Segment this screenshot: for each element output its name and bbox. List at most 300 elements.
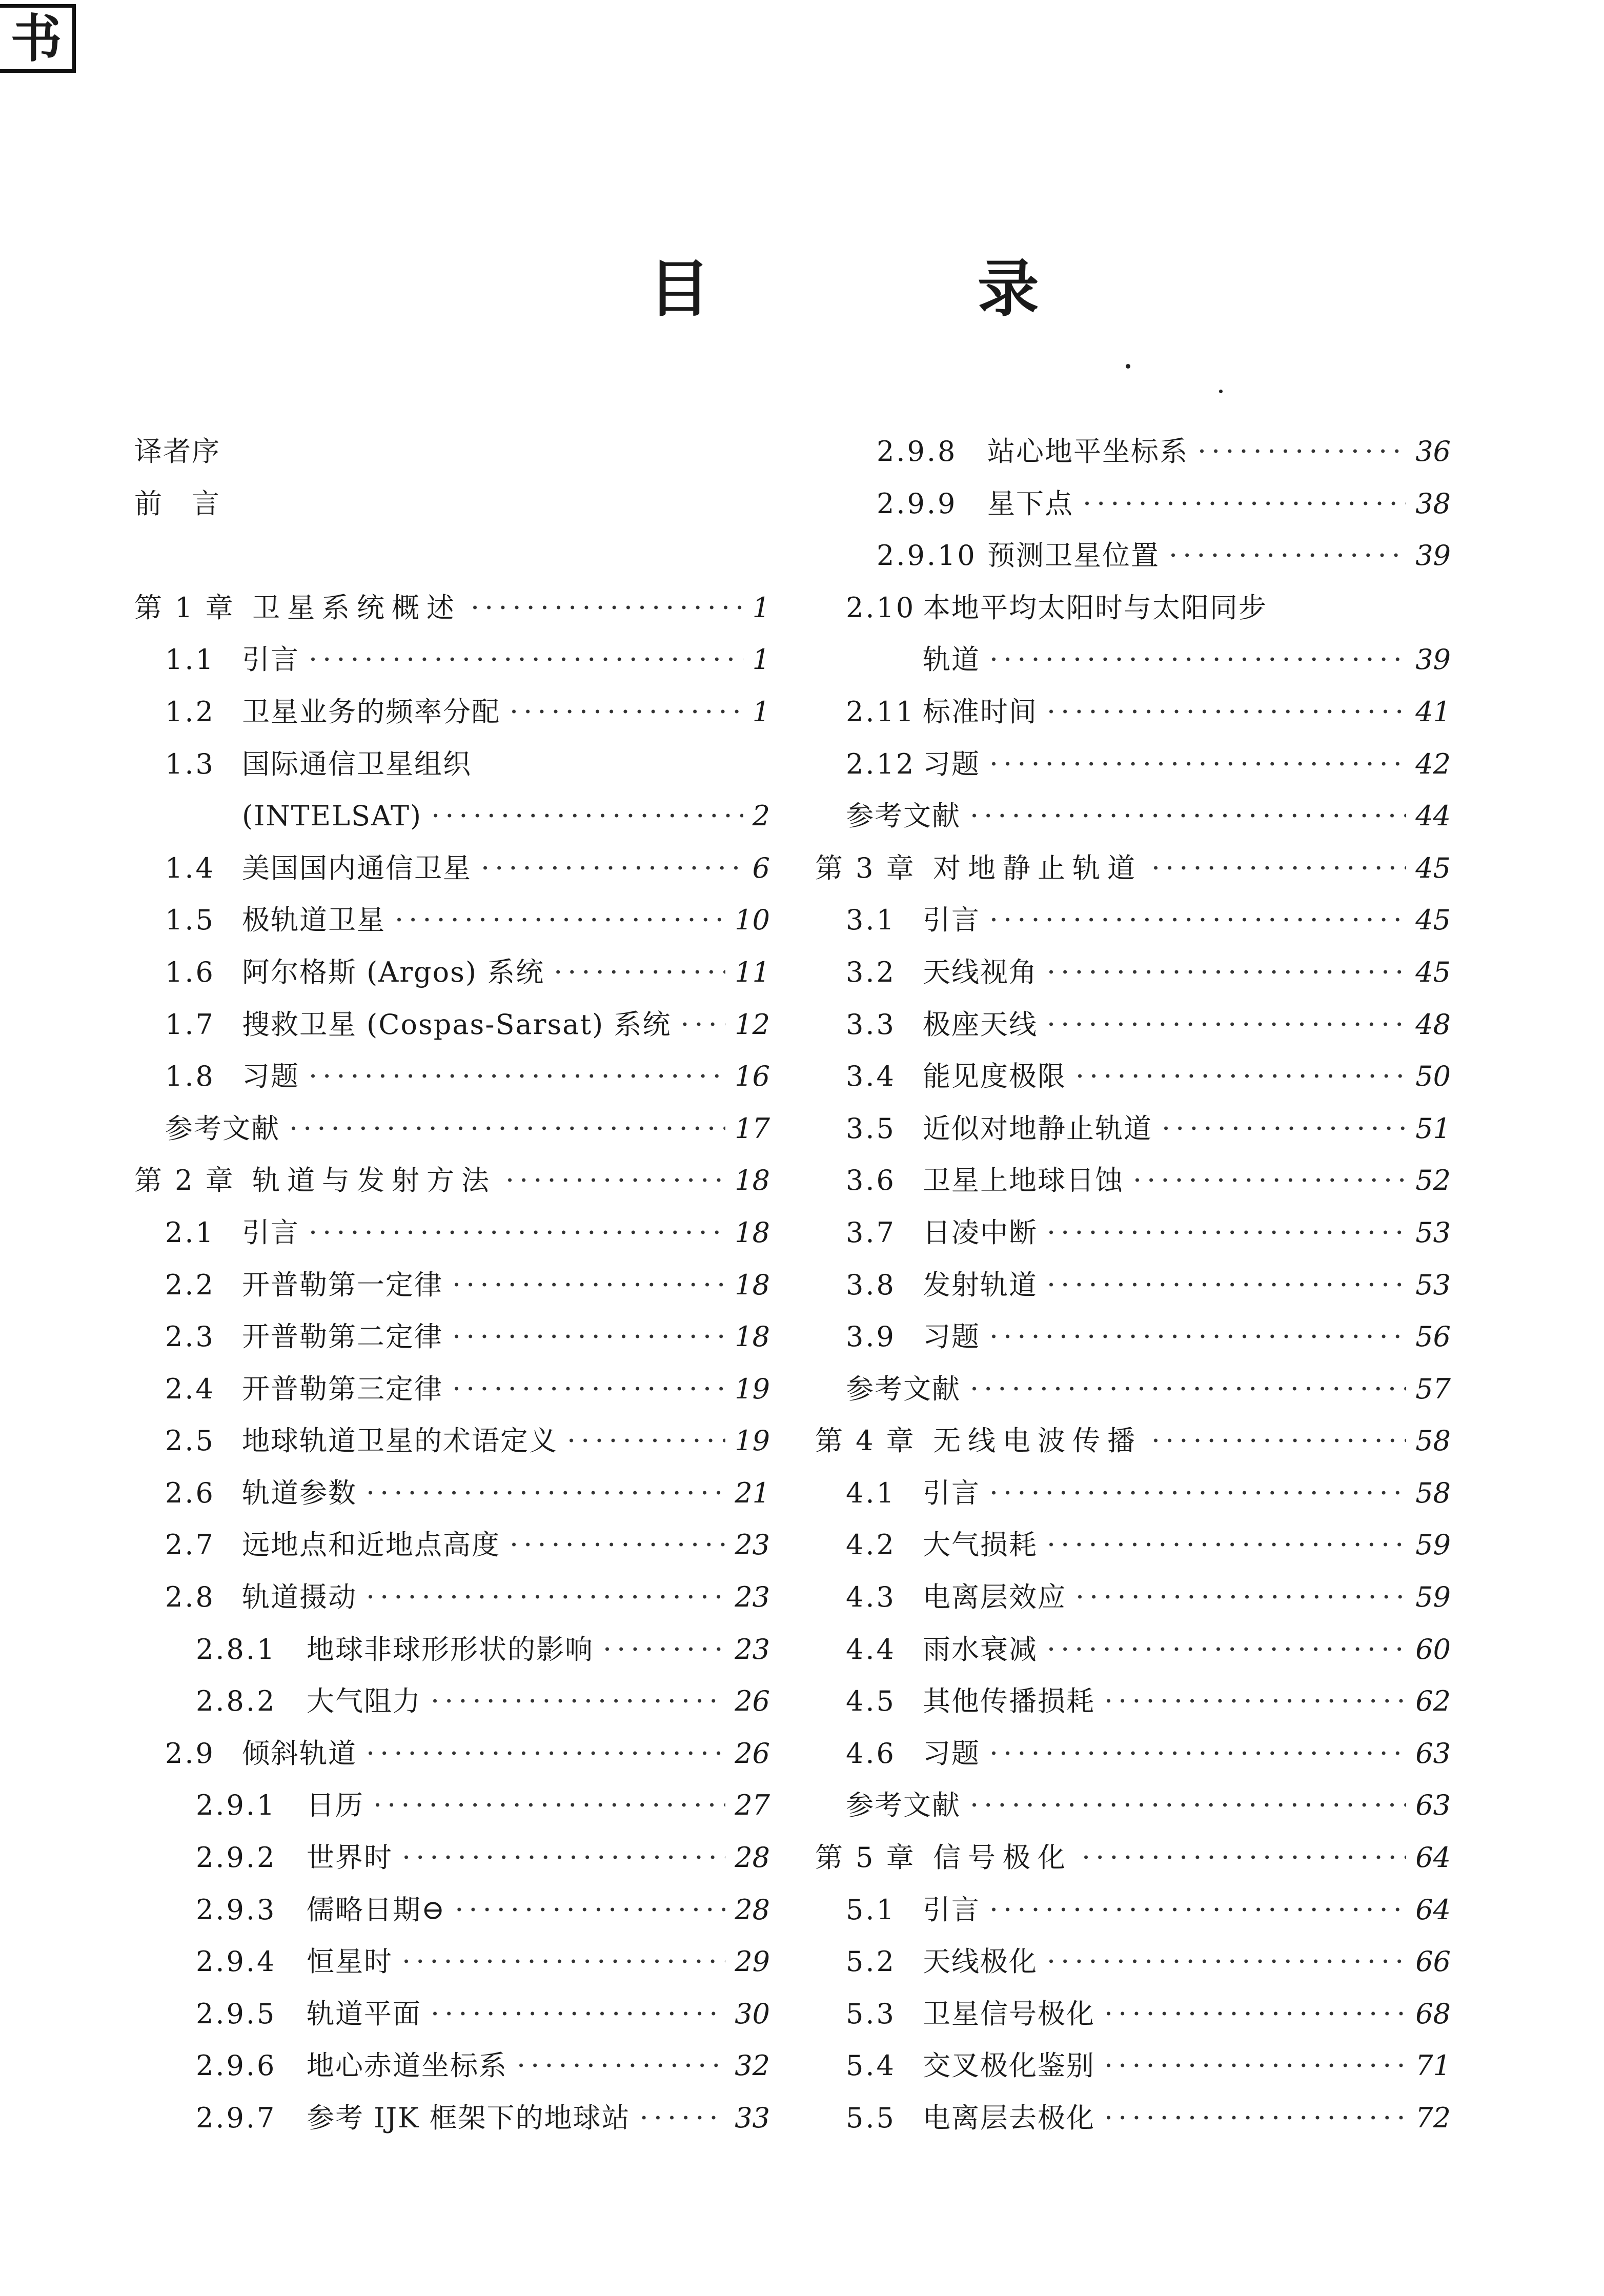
page-number: 48 [1415,1008,1451,1041]
library-stamp-glyph: 书 [10,8,62,69]
section-title: 交叉极化鉴别 [923,2049,1095,2082]
section-title: 日历 [307,1789,364,1822]
dot-leader [452,1363,725,1415]
section-number: 1.6 [165,956,215,988]
dot-leader [680,999,725,1051]
toc-entry [134,1623,770,1676]
section-number: 5.1 [846,1893,896,1926]
toc-entry [815,1259,1451,1311]
section-title: 本地平均太阳时与太阳同步 [923,591,1267,624]
page-number: 23 [735,1529,770,1561]
section-title: 站心地平坐标系 [987,435,1188,468]
section-number: 2.4 [165,1372,215,1405]
page-number: 23 [735,1633,770,1665]
toc-entry [134,999,770,1051]
toc-entry [134,790,770,842]
page-number: 59 [1415,1529,1451,1561]
section-number: 3.9 [846,1320,896,1353]
page-number: 58 [1415,1425,1451,1457]
toc-entry-line [242,1207,770,1259]
dot-leader [989,1884,1406,1936]
chapter-number: 第 5 章 [815,1841,916,1874]
chapter-number: 第 1 章 [134,591,235,624]
dot-leader [1197,425,1406,478]
toc-entry [815,1363,1451,1415]
toc-entry [815,738,1451,790]
page-number: 63 [1415,1789,1451,1822]
page-number: 62 [1415,1685,1451,1718]
page-number: 68 [1415,1997,1451,2030]
toc-entry [134,946,770,999]
section-number: 1.3 [165,747,215,780]
section-number: 2.9.9 [877,487,958,520]
section-title: 轨道 [923,643,980,676]
toc-entry [134,1936,770,1988]
dot-leader [289,1103,725,1155]
page-number: 18 [735,1320,770,1353]
dot-leader [1083,478,1406,530]
section-number: 2.6 [165,1476,215,1509]
dot-leader [1075,1050,1406,1103]
page-number: 19 [735,1372,770,1405]
toc-entry [815,1728,1451,1780]
toc-entry-line [923,1519,1451,1571]
dot-leader [1047,1936,1406,1988]
dot-leader [1075,1571,1406,1623]
page-number: 29 [735,1945,770,1978]
toc-entry [815,1988,1451,2040]
toc-entry-line [923,1259,1451,1311]
toc-entry-line [242,790,770,842]
section-title: 星下点 [987,487,1073,520]
section-title: 开普勒第二定律 [242,1320,443,1353]
toc-entry-line [242,1571,770,1623]
section-title: 发射轨道 [923,1268,1038,1301]
section-number: 2.5 [165,1425,215,1457]
toc-entry [815,1936,1451,1988]
section-number: 5.2 [846,1945,896,1978]
section-number: 2.9.10 [877,539,977,572]
section-number: 2.7 [165,1529,215,1561]
section-number: 2.3 [165,1320,215,1353]
toc-entry [815,1207,1451,1259]
chapter-title: 无线电波传播 [933,1425,1142,1457]
section-title: 国际通信卫星组织 [242,747,472,780]
toc-entry-line [923,1884,1451,1936]
section-title: 近似对地静止轨道 [923,1112,1152,1145]
section-number: 5.5 [846,2102,896,2134]
page-number: 60 [1415,1633,1451,1665]
toc-entry [134,1884,770,1936]
page-number: 41 [1415,695,1451,728]
toc-entry [134,1728,770,1780]
toc-entry [134,2092,770,2144]
toc-entry-line [923,1936,1451,1988]
toc-entry-line [923,2040,1451,2092]
dot-leader [1169,530,1406,582]
page-number: 45 [1415,956,1451,988]
dot-leader [366,1728,725,1780]
section-title: 参考 IJK 框架下的地球站 [307,2102,631,2134]
dot-leader [1104,1675,1406,1728]
section-title: 参考文献 [846,1372,961,1405]
section-number: 2.9.4 [196,1945,277,1978]
section-number: 4.5 [846,1685,896,1718]
section-number: 4.1 [846,1476,896,1509]
page-number: 45 [1415,851,1451,884]
section-title: 轨道平面 [307,1997,421,2030]
toc-entry [815,686,1451,738]
toc-entry [134,1467,770,1519]
toc-entry-line [242,1363,770,1415]
dot-leader [1047,1207,1406,1259]
section-title: 地球轨道卫星的术语定义 [242,1425,558,1457]
page-number: 52 [1415,1164,1451,1197]
page-number: 50 [1415,1060,1451,1093]
dot-leader [1047,1519,1406,1571]
section-number: 2.2 [165,1268,215,1301]
page-number: 27 [735,1789,770,1822]
page-number: 32 [735,2049,770,2082]
section-number: 2.9.5 [196,1997,277,2030]
toc-entry [134,1207,770,1259]
dot-leader [510,686,743,738]
page-number: 2 [752,800,770,832]
page-number: 16 [735,1060,770,1093]
toc-entry [815,2092,1451,2144]
toc-entry [815,2040,1451,2092]
toc-entry-line [933,842,1451,895]
toc-entry-line [933,1415,1451,1467]
dot-leader [1133,1154,1406,1207]
toc-entry [815,1519,1451,1571]
toc-entry [815,634,1451,686]
toc-entry-line [242,738,770,790]
page-number: 58 [1415,1476,1451,1509]
page-number: 1 [752,643,770,676]
section-title: 大气损耗 [923,1529,1038,1561]
print-speck [1126,364,1130,369]
dot-leader [309,634,743,686]
toc-entry-line [307,1884,770,1936]
toc-entry-line [307,2040,770,2092]
toc-entry-line [923,1207,1451,1259]
toc-entry [815,1571,1451,1623]
dot-leader [1104,2092,1406,2144]
section-number: 4.2 [846,1529,896,1561]
section-number: 1.4 [165,851,215,884]
page-number: 19 [735,1425,770,1457]
section-title: 地球非球形形状的影响 [307,1633,594,1665]
section-title: 其他传播损耗 [923,1685,1095,1718]
dot-leader [517,2040,725,2092]
page-number: 12 [735,1008,770,1041]
dot-leader [402,1936,725,1988]
toc-entry-line [923,894,1451,946]
section-title: 轨道摄动 [242,1581,357,1614]
section-title: 参考文献 [846,800,961,832]
section-number: 2.1 [165,1216,215,1249]
section-title: 引言 [923,904,980,937]
chapter-number: 第 4 章 [815,1425,916,1457]
section-number: 3.2 [846,956,896,988]
section-number: 3.7 [846,1216,896,1249]
dot-leader [640,2092,726,2144]
toc-entry [134,1103,770,1155]
toc-entry [134,686,770,738]
dot-leader [510,1519,725,1571]
section-title: 日凌中断 [923,1216,1038,1249]
toc-entry [815,1623,1451,1676]
section-number: 3.6 [846,1164,896,1197]
toc-entry-line [134,425,770,478]
dot-leader [309,1207,725,1259]
section-title: 电离层效应 [923,1581,1066,1614]
toc-entry [134,842,770,895]
toc-entry-line [846,1363,1451,1415]
section-number: 2.9.8 [877,435,958,468]
page-number: 1 [752,695,770,728]
page-number: 64 [1415,1893,1451,1926]
dot-leader [431,1988,725,2040]
toc-entry-line [923,582,1451,634]
dot-leader [1151,842,1406,895]
toc-entry [134,1779,770,1832]
toc-entry-line [846,1779,1451,1832]
section-number: 1.2 [165,695,215,728]
section-number: 2.9 [165,1737,215,1770]
section-title: 习题 [242,1060,299,1093]
toc-entry [815,1050,1451,1103]
section-number: 2.8.2 [196,1685,277,1718]
toc-entry-line [307,1675,770,1728]
toc-entry-line [307,1623,770,1676]
toc-entry-line [307,1936,770,1988]
toc-entry [134,478,770,530]
dot-leader [431,790,743,842]
section-number: 3.8 [846,1268,896,1301]
section-number: 2.9.3 [196,1893,277,1926]
toc-entry-line [307,1988,770,2040]
page-number: 63 [1415,1737,1451,1770]
toc-entry-line [923,946,1451,999]
toc-entry-line [923,738,1451,790]
dot-leader [1104,2040,1406,2092]
toc-entry [815,478,1451,530]
toc-entry [134,1675,770,1728]
section-title: 译者序 [134,435,220,468]
section-number: 2.9.2 [196,1841,277,1874]
page-number: 18 [735,1164,770,1197]
section-number: 2.9.1 [196,1789,277,1822]
dot-leader [452,1311,725,1363]
toc-entry-line [923,999,1451,1051]
section-title: 参考文献 [846,1789,961,1822]
toc-entry-line [923,1154,1451,1207]
section-number: 3.5 [846,1112,896,1145]
dot-leader [1104,1988,1406,2040]
page-number: 66 [1415,1945,1451,1978]
toc-entry-line [987,478,1451,530]
page-number: 53 [1415,1268,1451,1301]
section-title: 世界时 [307,1841,393,1874]
dot-leader [1047,946,1406,999]
section-title: 参考文献 [165,1112,280,1145]
toc-entry-line [846,790,1451,842]
page-number: 26 [735,1737,770,1770]
toc-entry-line [242,1050,770,1103]
chapter-title: 对地静止轨道 [933,851,1142,884]
toc-entry [815,1415,1451,1467]
section-number: 4.6 [846,1737,896,1770]
toc-entry-line [923,1103,1451,1155]
toc-entry [815,999,1451,1051]
toc-entry-line [242,1467,770,1519]
section-title: 引言 [923,1476,980,1509]
toc-entry-line [923,1728,1451,1780]
section-title: 地心赤道坐标系 [307,2049,507,2082]
toc-left-column [134,425,770,2144]
dot-leader [373,1779,725,1832]
dot-leader [989,1467,1406,1519]
dot-leader [1047,1623,1406,1676]
section-title: 卫星业务的频率分配 [242,695,500,728]
section-title: 大气阻力 [307,1685,421,1718]
toc-entry [134,530,770,582]
dot-leader [970,790,1406,842]
toc-entry-line [923,1050,1451,1103]
chapter-title: 信号极化 [933,1841,1072,1874]
page-number: 18 [735,1268,770,1301]
dot-leader [989,1311,1406,1363]
section-number: 3.3 [846,1008,896,1041]
dot-leader [1047,1259,1406,1311]
section-title: 卫星信号极化 [923,1997,1095,2030]
toc-entry [134,1988,770,2040]
dot-leader [989,634,1406,686]
section-title: 卫星上地球日蚀 [923,1164,1124,1197]
chapter-number: 第 2 章 [134,1164,235,1197]
toc-entry [134,1311,770,1363]
toc-entry [134,2040,770,2092]
page-number: 30 [735,1997,770,2030]
section-title: 远地点和近地点高度 [242,1529,500,1561]
page-number: 11 [735,956,770,988]
page-number: 18 [735,1216,770,1249]
page-title: 目 录 [648,254,1162,325]
toc-right-column [815,425,1451,2144]
dot-leader [366,1571,725,1623]
page-number: 72 [1415,2102,1451,2134]
toc-entry-line [134,478,770,530]
page-number: 39 [1415,539,1451,572]
toc-entry-line [252,582,770,634]
section-number: 1.7 [165,1008,215,1041]
dot-leader [402,1832,725,1884]
toc-entry-line [923,2092,1451,2144]
page-number: 51 [1415,1112,1451,1145]
section-title: 开普勒第一定律 [242,1268,443,1301]
section-title: 习题 [923,1320,980,1353]
section-number: 2.11 [846,695,916,728]
page-number: 1 [752,591,770,624]
section-number: 5.4 [846,2049,896,2082]
page-number: 56 [1415,1320,1451,1353]
dot-leader [455,1884,725,1936]
section-number: 4.4 [846,1633,896,1665]
dot-leader [309,1050,725,1103]
dot-leader [1047,686,1406,738]
toc-entry [134,1050,770,1103]
page-number: 53 [1415,1216,1451,1249]
toc-entry [815,1675,1451,1728]
toc-entry [134,1519,770,1571]
dot-leader [1151,1415,1406,1467]
section-number: 4.3 [846,1581,896,1614]
toc-entry [134,738,770,790]
dot-leader [554,946,725,999]
section-title: 天线视角 [923,956,1038,988]
dot-leader [395,894,725,946]
dot-leader [603,1623,725,1676]
toc-entry-line [923,1623,1451,1676]
dot-leader [989,894,1406,946]
page-number: 44 [1415,800,1451,832]
section-number: 3.4 [846,1060,896,1093]
toc-entry-line [165,1103,770,1155]
page-number: 33 [735,2102,770,2134]
toc-entry [815,582,1451,634]
section-number: 1.1 [165,643,215,676]
toc-entry [815,894,1451,946]
section-title: 倾斜轨道 [242,1737,357,1770]
toc-entry [815,1832,1451,1884]
toc-entry-line [242,946,770,999]
page-number: 17 [735,1112,770,1145]
toc-entry [815,946,1451,999]
section-number: 2.8 [165,1581,215,1614]
dot-leader [1082,1832,1406,1884]
section-title: 能见度极限 [923,1060,1066,1093]
page-number: 42 [1415,747,1451,780]
toc-entry [134,1363,770,1415]
section-title: 引言 [242,643,299,676]
section-title: 雨水衰减 [923,1633,1038,1665]
section-title: (INTELSAT) [242,800,422,832]
toc-entry [815,790,1451,842]
toc-entry-line [242,1415,770,1467]
toc-entry-line [242,842,770,895]
section-title: 标准时间 [923,695,1038,728]
toc-entry [134,634,770,686]
toc-entry-line [923,686,1451,738]
section-title: 恒星时 [307,1945,393,1978]
section-title: 美国国内通信卫星 [242,851,472,884]
toc-entry [134,1259,770,1311]
section-title: 极座天线 [923,1008,1038,1041]
dot-leader [481,842,743,895]
page-number: 36 [1415,435,1451,468]
toc-entry [134,1571,770,1623]
toc-entry [815,425,1451,478]
page-number: 6 [752,851,770,884]
page-number: 26 [735,1685,770,1718]
toc-entry [134,582,770,634]
section-number: 2.8.1 [196,1633,277,1665]
page-number: 59 [1415,1581,1451,1614]
dot-leader [989,738,1406,790]
toc-entry [815,1154,1451,1207]
